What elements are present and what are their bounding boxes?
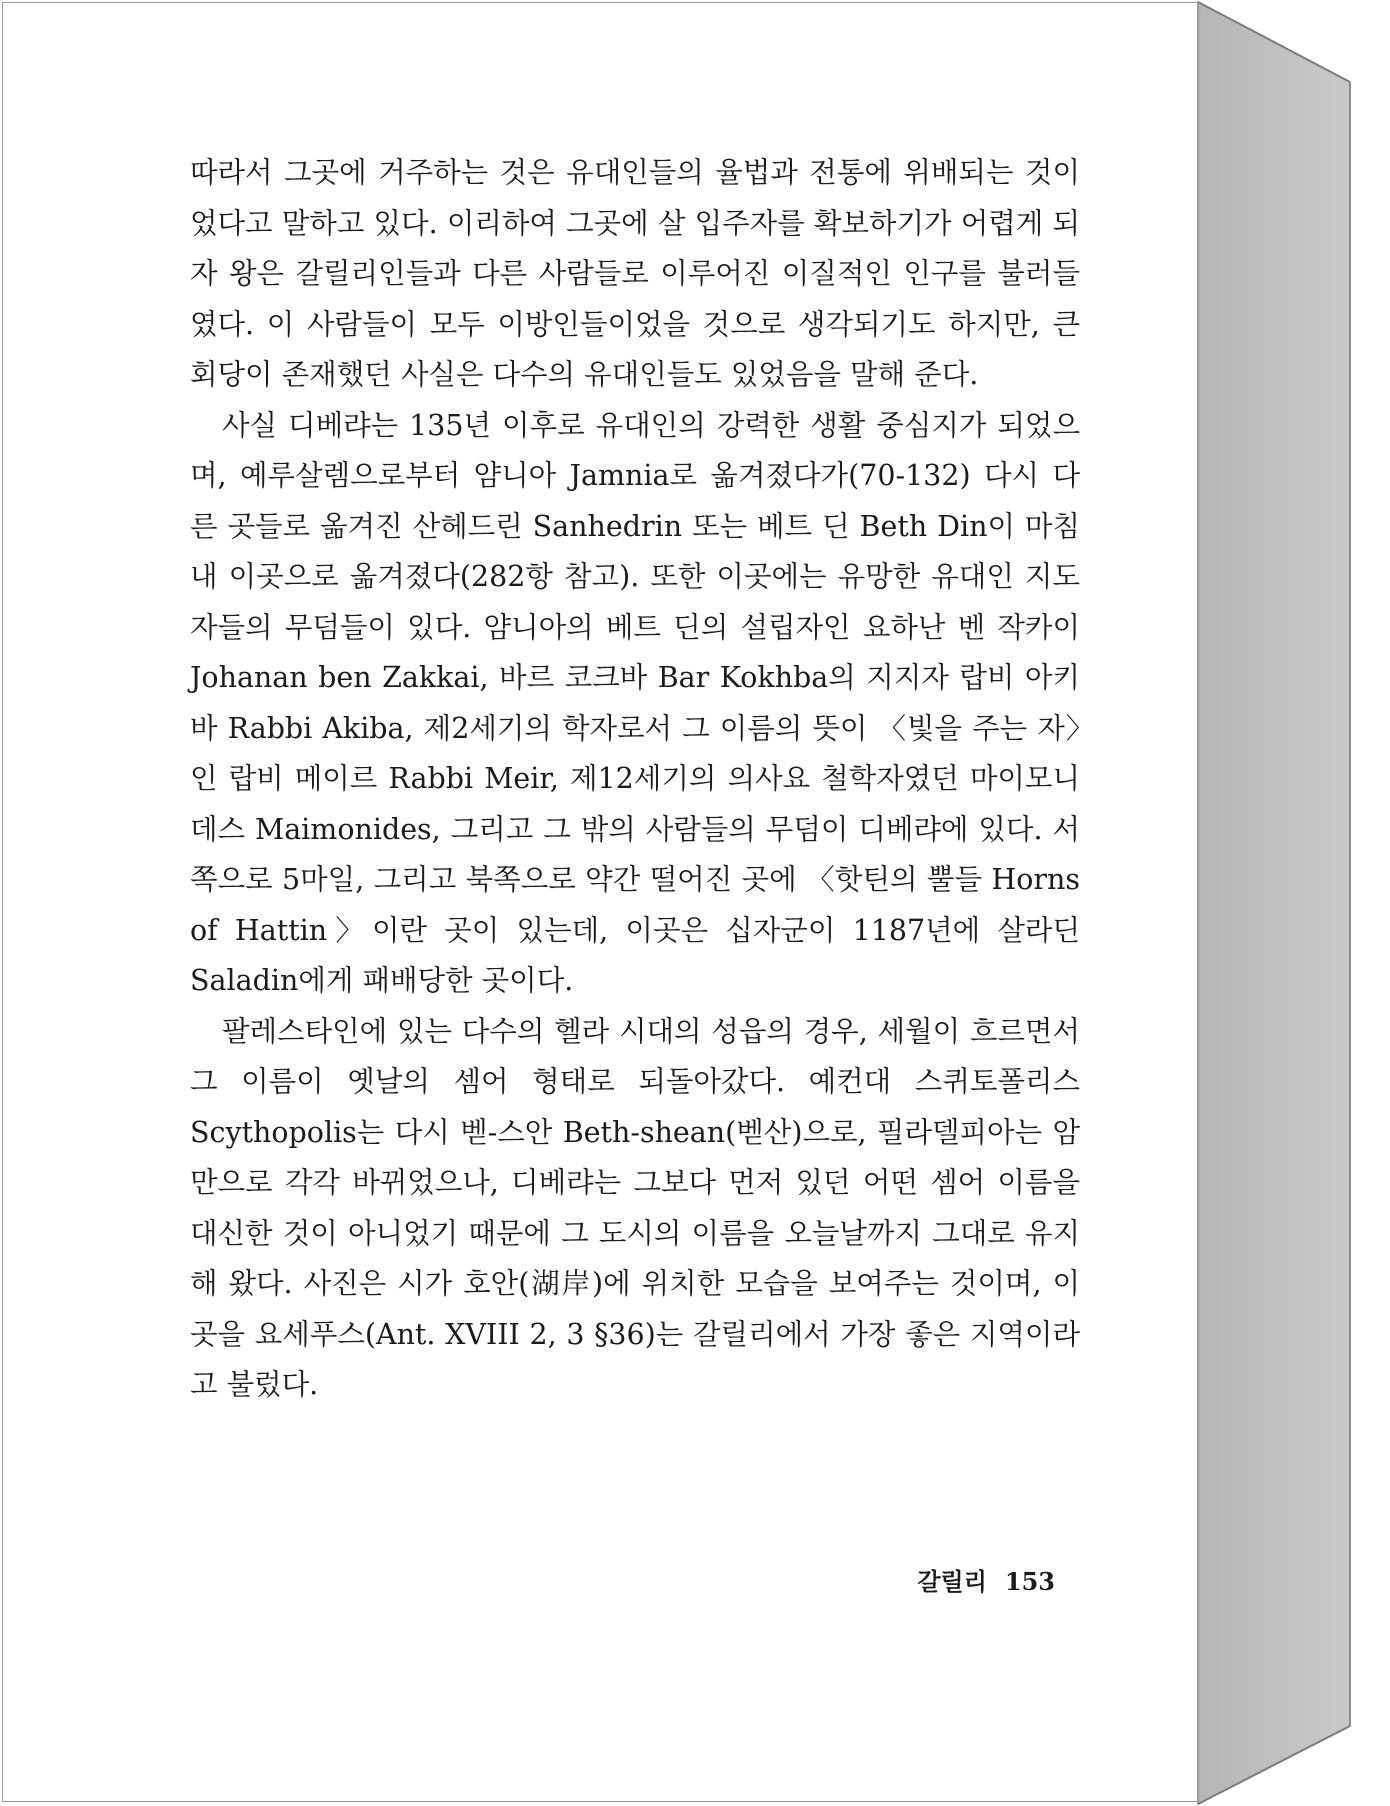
paragraph-3: 팔레스타인에 있는 다수의 헬라 시대의 성읍의 경우, 세월이 흐르면서 그 이름이 옛날의 셈어 형태로 되돌아갔다. 예컨대 스퀴토폴리스 Scythopolis는 다시 벧-스안 Beth-shean(벧산)으로, 필라델피아는 암만으로 각각 바뀌었으나, 디베랴는 그보다 먼저 있던 어떤 셈어 이름을 대신한 것이 아니었기 때문에 그 도시의 이름을 오늘날까지 그대로 유지해 왔다. 사진은 시가 호안(湖岸)에 위치한 모습을 보여주는 것이며, 이곳을 요세푸스(Ant. XVIII 2, 3 §36)는 갈릴리에서 가장 좋은 지역이라고 불렀다. <box>190 1014 1080 1401</box>
paragraph-1: 따라서 그곳에 거주하는 것은 유대인들의 율법과 전통에 위배되는 것이었다고 말하고 있다. 이리하여 그곳에 살 입주자를 확보하기가 어렵게 되자 왕은 갈릴리인들과 다른 사람들로 이루어진 이질적인 인구를 불러들였다. 이 사람들이 모두 이방인들이었을 것으로 생각되기도 하지만, 큰 회당이 존재했던 사실은 다수의 유대인들도 있었음을 말해 준다. <box>190 156 1080 391</box>
body-text <box>190 148 1080 1411</box>
page-number: 153 <box>1004 1567 1055 1596</box>
running-footer-section: 갈릴리 <box>917 1567 987 1596</box>
page-footer <box>900 1562 1055 1597</box>
paragraph-2: 사실 디베랴는 135년 이후로 유대인의 강력한 생활 중심지가 되었으며, 예루살렘으로부터 얌니아 Jamnia로 옮겨졌다가(70-132) 다시 다른 곳들로 옮겨진 산헤드린 Sanhedrin 또는 베트 딘 Beth Din이 마침내 이곳으로 옮겨졌다(282항 참고). 또한 이곳에는 유망한 유대인 지도자들의 무덤들이 있다. 얌니아의 베트 딘의 설립자인 요하난 벤 작카이 Johanan ben Zakkai, 바르 코크바 Bar Kokhba의 지지자 랍비 아키바 Rabbi Akiba, 제2세기의 학자로서 그 이름의 뜻이 〈빛을 주는 자〉인 랍비 메이르 Rabbi Meir, 제12세기의 의사요 철학자였던 마이모니데스 Maimonides, 그리고 그 밖의 사람들의 무덤이 디베랴에 있다. 서쪽으로 5마일, 그리고 북쪽으로 약간 떨어진 곳에 〈핫틴의 뿔들 Horns of Hattin〉이란 곳이 있는데, 이곳은 십자군이 1187년에 살라딘 Saladin에게 패배당한 곳이다. <box>190 408 1080 997</box>
